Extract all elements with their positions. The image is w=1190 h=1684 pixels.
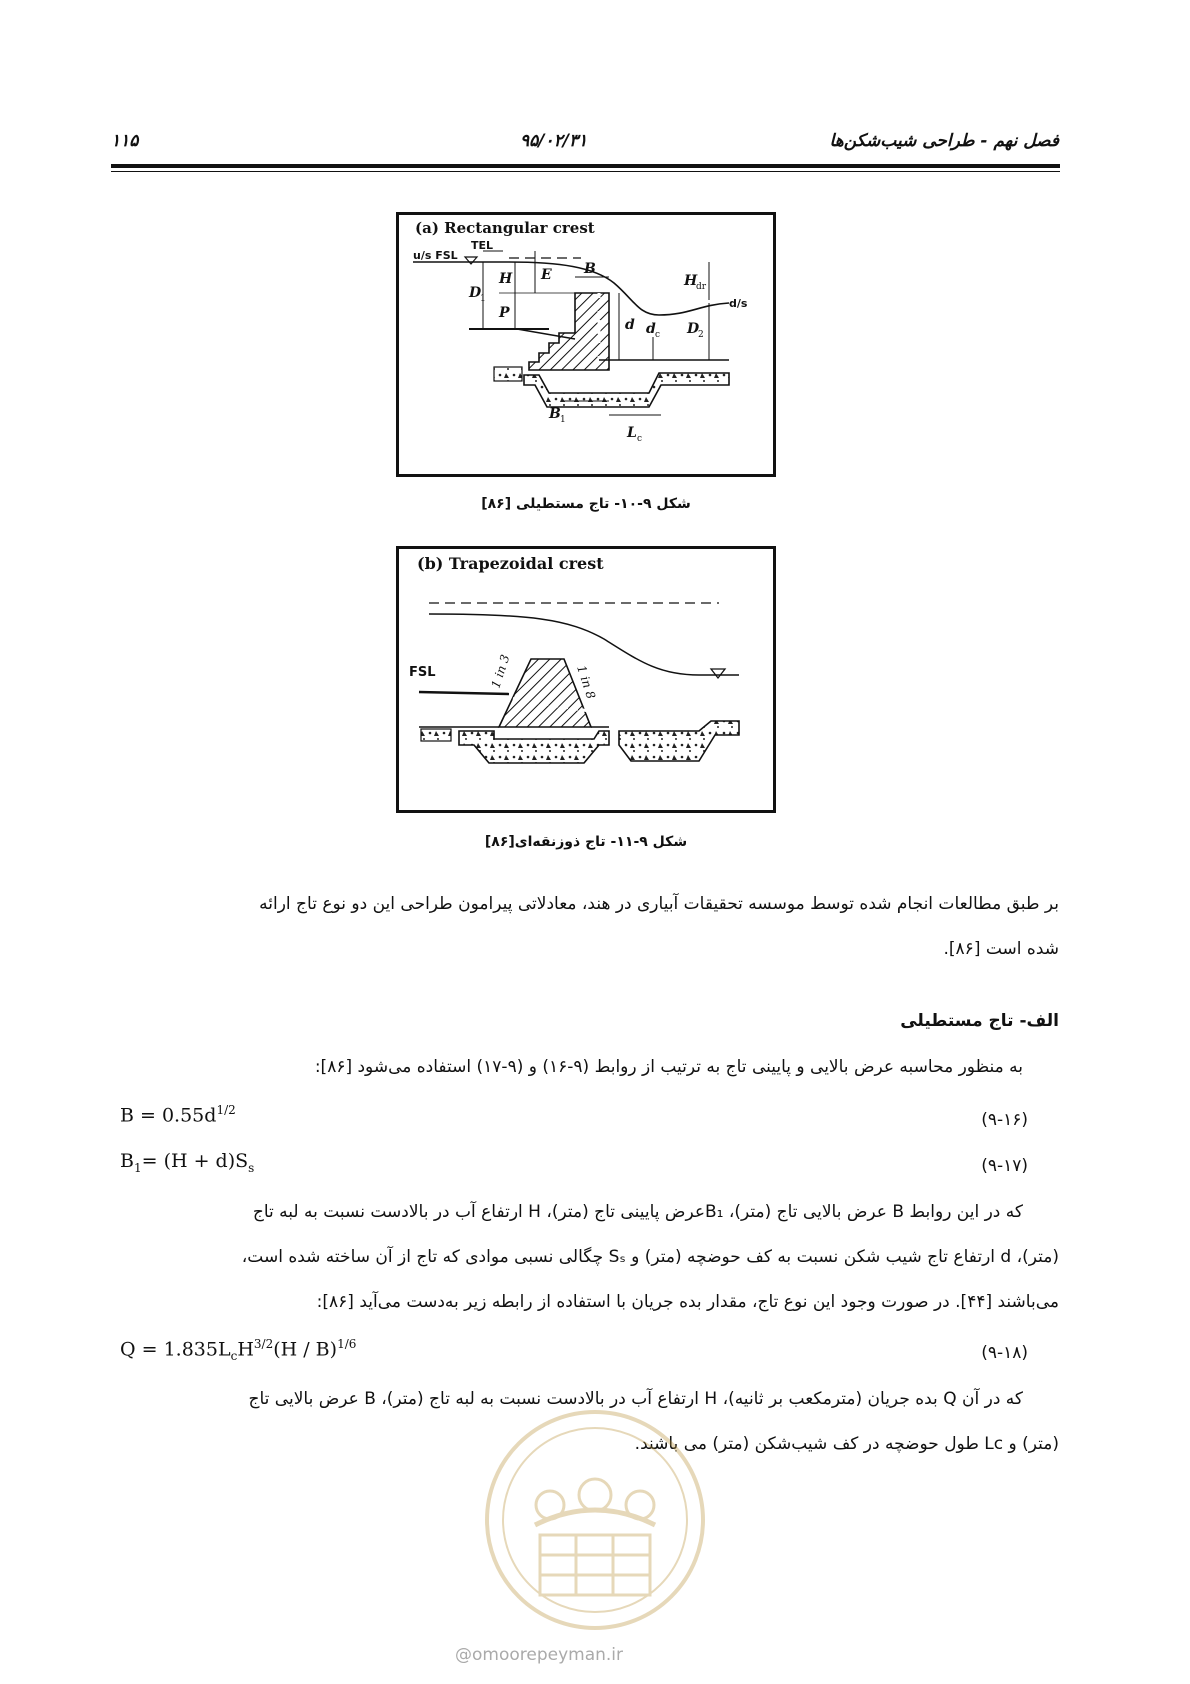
label-lc: L — [627, 425, 637, 441]
discharge-line-2: (متر) و Lᴄ طول حوضچه در کف شیب‌شکن (متر) می باشند. — [634, 1434, 1059, 1454]
watermark-url — [455, 1645, 623, 1665]
eq18-sup2: 1/6 — [337, 1337, 357, 1351]
rectangular-crest-diagram — [399, 215, 773, 474]
label-b1: B — [549, 406, 561, 422]
label-d: d — [625, 317, 635, 333]
figure-a-caption: شکل ۹-۱۰- تاج مستطیلی [۸۶] — [481, 496, 691, 512]
definitions-line-3: می‌باشند [۴۴]. در صورت وجود این نوع تاج، مقدار بده جریان با استفاده از رابطه زیر به‌دست می‌آید [۸۶]: — [316, 1292, 1059, 1312]
at-icon: @ — [455, 1645, 472, 1665]
equation-16-number: (۹-۱۶) — [981, 1110, 1028, 1130]
eq17-lhs: B — [120, 1150, 134, 1172]
figure-b-title: (b) Trapezoidal crest — [417, 554, 604, 573]
eq16-sup: 1/2 — [216, 1103, 236, 1117]
watermark-url-text: omoorepeyman.ir — [472, 1645, 624, 1665]
equation-16 — [120, 1103, 236, 1126]
discharge-line-1: که در آن Q بده جریان (مترمکعب بر ثانیه)، H ارتفاع آب در بالادست نسبت به لبه تاج (متر)، B عرض بالایی تاج — [248, 1389, 1023, 1409]
label-d1: D — [469, 285, 482, 301]
label-slope-down: 1 in 8 — [574, 663, 599, 701]
eq18-part2: H — [237, 1338, 254, 1361]
eq18-part1: Q = 1.835L — [120, 1338, 231, 1361]
label-hdr-sub: dr — [696, 282, 707, 292]
header-rule-thick — [111, 164, 1060, 168]
definitions-line-1: که در این روابط B عرض بالایی تاج (متر)، B₁عرض پایینی تاج (متر)، H ارتفاع آب در بالادست نسبت به لبه تاج — [252, 1202, 1023, 1222]
label-hdr: H — [684, 273, 698, 289]
label-p: P — [499, 305, 510, 321]
figure-rectangular-crest — [396, 212, 776, 477]
label-h: H — [499, 271, 513, 287]
eq18-sub: c — [230, 1349, 238, 1364]
equation-17-number: (۹-۱۷) — [981, 1156, 1028, 1176]
label-slope-up: 1 in 3 — [488, 652, 513, 690]
intro-line-1: بر طبق مطالعات انجام شده توسط موسسه تحقیقات آبیاری در هند، معادلاتی پیرامون طراحی این دو نوع تاج ارائه — [259, 894, 1059, 914]
label-fsl: FSL — [409, 665, 436, 680]
eq18-part3: (H / B) — [273, 1338, 338, 1361]
page-date: ۹۵/۰۲/۳۱ — [520, 131, 588, 151]
page-number: ۱۱۵ — [111, 131, 139, 151]
watermark-seal — [480, 1405, 710, 1635]
eq17-lhs-sub: 1 — [133, 1160, 142, 1175]
method-line: به منظور محاسبه عرض بالایی و پایینی تاج به ترتیب از روابط (۹-۱۶) و (۹-۱۷) استفاده می‌شود [۸۶]: — [314, 1057, 1023, 1077]
label-us-fsl: u/s FSL — [413, 249, 458, 262]
equation-18-number: (۹-۱۸) — [981, 1343, 1028, 1363]
label-d2-sub: 2 — [698, 330, 704, 340]
trapezoidal-crest-diagram — [399, 549, 773, 810]
label-d1-sub: 1 — [480, 294, 486, 304]
eq17-rhs-sub: s — [248, 1160, 255, 1175]
eq16-base: B = 0.55d — [120, 1104, 217, 1127]
equation-17 — [120, 1150, 254, 1175]
label-tel: TEL — [471, 239, 494, 252]
label-lc-sub: c — [637, 434, 643, 444]
label-d2: D — [687, 321, 700, 337]
label-ds: d/s — [729, 297, 748, 310]
label-e: E — [541, 267, 552, 283]
intro-line-2: شده است [۸۶]. — [943, 939, 1059, 959]
label-dc: d — [646, 321, 656, 337]
chapter-title: فصل نهم - طراحی شیب‌شکن‌ها — [829, 131, 1059, 151]
section-heading: الف- تاج مستطیلی — [900, 1011, 1059, 1031]
label-b: B — [584, 261, 596, 277]
label-b1-sub: 1 — [560, 415, 566, 425]
eq18-sup1: 3/2 — [253, 1337, 274, 1351]
seal-icon — [480, 1405, 710, 1635]
figure-a-title: (a) Rectangular crest — [415, 219, 595, 237]
figure-b-caption: شکل ۹-۱۱- تاج ذوزنقه‌ای[۸۶] — [484, 834, 688, 850]
figure-trapezoidal-crest — [396, 546, 776, 813]
equation-18 — [120, 1337, 356, 1363]
definitions-line-2: (متر)، d ارتفاع تاج شیب شکن نسبت به کف حوضچه (متر) و Sₛ چگالی نسبی موادی که تاج از آن ساخته شده است، — [241, 1247, 1059, 1267]
header-rule-thin — [111, 171, 1060, 172]
label-dc-sub: c — [655, 330, 661, 340]
eq17-rhs: = (H + d)S — [141, 1150, 249, 1172]
